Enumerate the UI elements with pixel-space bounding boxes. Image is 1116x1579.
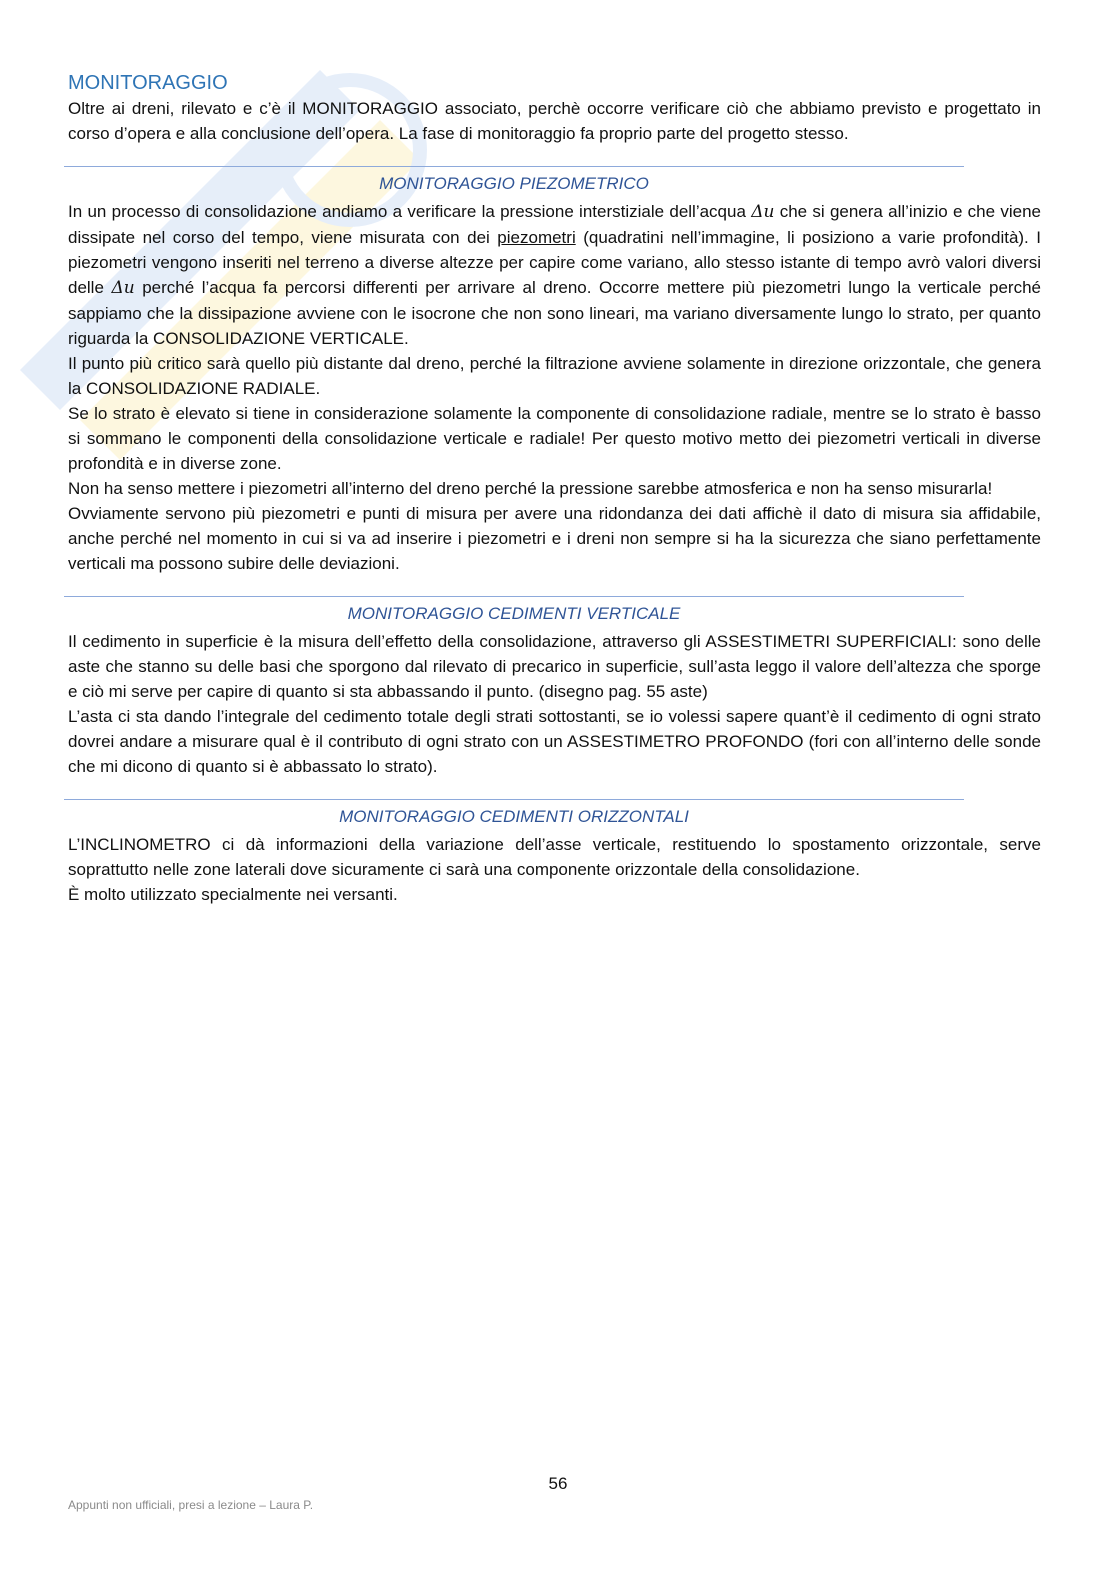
section-piezometrico (68, 166, 1041, 576)
delta-u-symbol: Δu (111, 278, 135, 298)
piezometrico-paragraph-3: Se lo strato è elevato si tiene in considerazione solamente la componente di consolidazione radiale, mentre se lo strato è basso si sommano le componenti della consolidazione verticale e radiale! Per questo motivo metto dei piezometri verticali in diverse profondità e in diverse zone. (68, 404, 1041, 473)
footer-note: Appunti non ufficiali, presi a lezione – Laura P. (68, 1498, 314, 1512)
piezometri-underlined: piezometri (497, 228, 576, 247)
section-orizzontali (68, 799, 1041, 907)
page-content (68, 70, 1041, 907)
section-heading-verticale: MONITORAGGIO CEDIMENTI VERTICALE (64, 596, 964, 627)
section-verticale (68, 596, 1041, 779)
piezometrico-paragraph-4: Non ha senso mettere i piezometri all’interno del dreno perché la pressione sarebbe atmosferica e non ha senso misurarla! (68, 479, 993, 498)
verticale-paragraph-1: Il cedimento in superficie è la misura dell’effetto della consolidazione, attraverso gli ASSESTIMETRI SUPERFICIALI: sono delle aste che stanno su delle basi che sporgono dal rilevato di precarico in superficie, sull’asta leggo il valore dell’altezza che sporge e ciò mi serve per capire di quanto si sta abbassando il punto. (disegno pag. 55 aste) (68, 632, 1041, 701)
page-number: 56 (548, 1474, 568, 1493)
piezometrico-paragraph-1: In un processo di consolidazione andiamo a verificare la pressione interstiziale dell’acqua Δu che si genera all’inizio e che viene dissipate nel corso del tempo, viene misurata con dei piezometri (quadratini nell’immagine, li posiziono a varie profondità). I piezometri vengono inseriti nel terreno a diverse altezze per capire come variano, allo stesso istante di tempo avrò valori diversi delle Δu perché l’acqua fa percorsi differenti per arrivare al dreno. Occorre mettere più piezometri lungo la verticale perché sappiamo che la dissipazione avviene con le isocrone che non sono lineari, ma variano diversamente lungo lo strato, per quanto riguarda la CONSOLIDAZIONE VERTICALE. (68, 202, 1042, 348)
intro-paragraph: Oltre ai dreni, rilevato e c’è il MONITORAGGIO associato, perchè occorre verificare ciò che abbiamo previsto e progettato in corso d’opera e alla conclusione dell’opera. La fase di monitoraggio fa proprio parte del progetto stesso. (68, 99, 1041, 143)
orizzontali-paragraph-1: L’INCLINOMETRO ci dà informazioni della variazione dell’asse verticale, restituendo lo spostamento orizzontale, serve soprattutto nelle zone laterali dove sicuramente ci sarà una componente orizzontale della consolidazione. (68, 835, 1041, 879)
page-title: MONITORAGGIO (68, 72, 228, 94)
verticale-paragraph-2: L’asta ci sta dando l’integrale del cedimento totale degli strati sottostanti, se io volessi sapere quant’è il cedimento di ogni strato dovrei andare a misurare qual è il contributo di ogni strato con un ASSESTIMETRO PROFONDO (fori con all’interno delle sonde che mi dicono di quanto si è abbassato lo strato). (68, 707, 1041, 776)
delta-u-symbol: Δu (751, 202, 775, 222)
piezometrico-paragraph-2: Il punto più critico sarà quello più distante dal dreno, perché la filtrazione avviene solamente in direzione orizzontale, che genera la CONSOLIDAZIONE RADIALE. (68, 354, 1041, 398)
orizzontali-paragraph-2: È molto utilizzato specialmente nei versanti. (68, 885, 398, 904)
piezometrico-paragraph-5: Ovviamente servono più piezometri e punti di misura per avere una ridondanza dei dati affichè il dato di misura sia affidabile, anche perché nel momento in cui si va ad inserire i piezometri e i dreni non sempre si ha la sicurezza che siano perfettamente verticali ma possono subire delle deviazioni. (68, 504, 1041, 573)
section-heading-orizzontali: MONITORAGGIO CEDIMENTI ORIZZONTALI (64, 799, 964, 830)
section-heading-piezometrico: MONITORAGGIO PIEZOMETRICO (64, 166, 964, 197)
